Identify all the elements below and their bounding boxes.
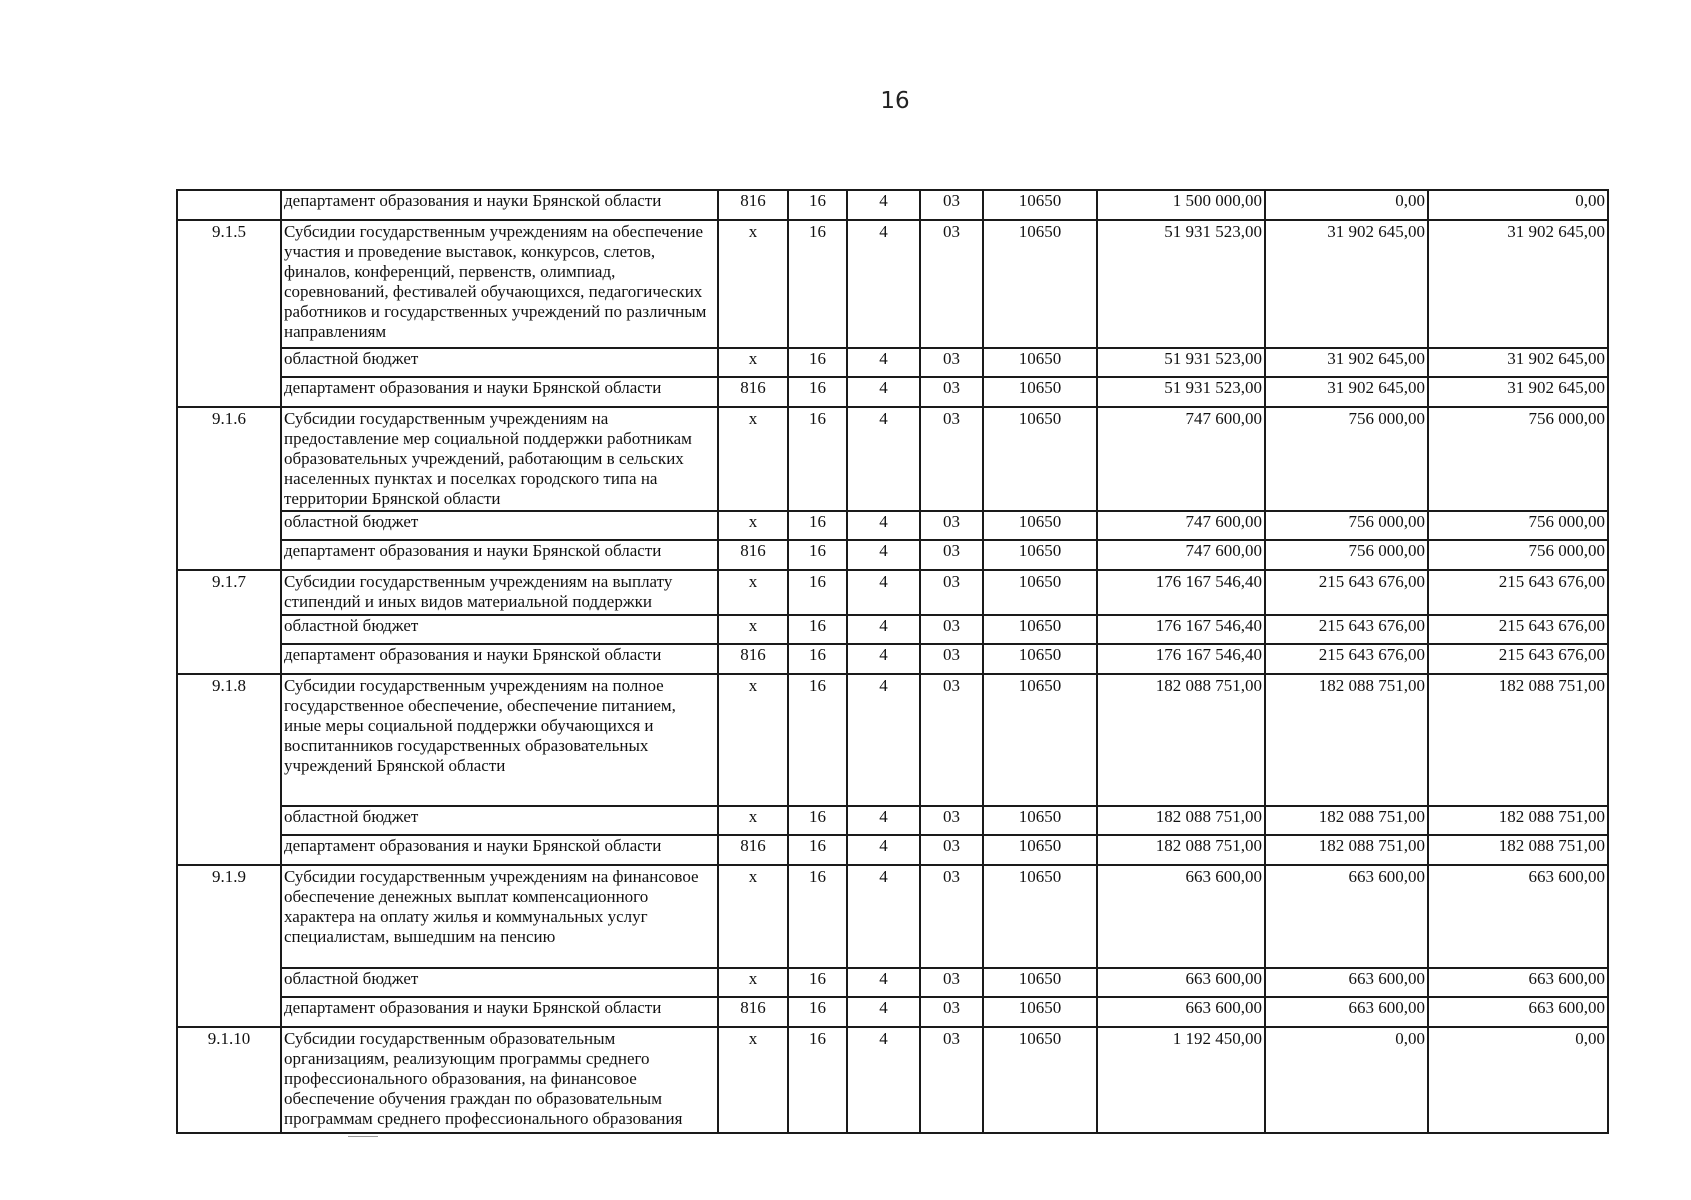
amount-cell-1: 663 600,00 [1097,865,1265,968]
code-cell-2: 16 [788,511,847,540]
code-cell-5: 10650 [983,348,1097,377]
table-row-sub [177,835,1608,865]
code-cell-2: 16 [788,377,847,407]
code-cell-2: 16 [788,1027,847,1133]
table-row-item [177,407,1608,511]
row-name-cell: Субсидии государственным учреждениям на финансовое обеспечение денежных выплат компенсационного характера на оплату жилья и коммунальных услуг специалистам, вышедшим на пенсию [281,865,718,968]
amount-cell-3: 663 600,00 [1428,968,1608,997]
code-cell-1: 816 [718,540,788,570]
code-cell-2: 16 [788,540,847,570]
code-cell-2: 16 [788,835,847,865]
table-row-item [177,220,1608,348]
code-cell-1: х [718,570,788,615]
amount-cell-3: 756 000,00 [1428,540,1608,570]
amount-cell-2: 756 000,00 [1265,511,1428,540]
amount-cell-3: 663 600,00 [1428,865,1608,968]
amount-cell-2: 663 600,00 [1265,865,1428,968]
code-cell-4: 03 [920,615,983,644]
row-number-cell: 9.1.8 [177,674,281,865]
code-cell-1: х [718,407,788,511]
amount-cell-3: 0,00 [1428,1027,1608,1133]
code-cell-3: 4 [847,220,920,348]
code-cell-1: х [718,615,788,644]
amount-cell-1: 1 500 000,00 [1097,190,1265,220]
row-number-cell: 9.1.6 [177,407,281,570]
code-cell-5: 10650 [983,407,1097,511]
code-cell-2: 16 [788,220,847,348]
amount-cell-2: 756 000,00 [1265,407,1428,511]
row-number-cell: 9.1.7 [177,570,281,674]
amount-cell-2: 756 000,00 [1265,540,1428,570]
code-cell-4: 03 [920,570,983,615]
amount-cell-1: 51 931 523,00 [1097,348,1265,377]
code-cell-5: 10650 [983,570,1097,615]
code-cell-4: 03 [920,865,983,968]
amount-cell-1: 747 600,00 [1097,511,1265,540]
code-cell-3: 4 [847,997,920,1027]
table-body [177,190,1608,1133]
code-cell-3: 4 [847,644,920,674]
code-cell-1: х [718,348,788,377]
code-cell-4: 03 [920,511,983,540]
table-row-sub [177,615,1608,644]
amount-cell-3: 182 088 751,00 [1428,806,1608,835]
row-name-cell: Субсидии государственным учреждениям на обеспечение участия и проведение выставок, конкурсов, слетов, финалов, конференций, первенств, олимпиад, соревнований, фестивалей обучающихся, педагогических работников и государственных учреждений по различным направлениям [281,220,718,348]
amount-cell-3: 182 088 751,00 [1428,835,1608,865]
code-cell-5: 10650 [983,377,1097,407]
table-row-sub [177,540,1608,570]
code-cell-5: 10650 [983,997,1097,1027]
row-name-cell: областной бюджет [281,968,718,997]
row-name-cell: департамент образования и науки Брянской области [281,997,718,1027]
table-row-sub [177,997,1608,1027]
code-cell-4: 03 [920,644,983,674]
code-cell-1: х [718,806,788,835]
code-cell-4: 03 [920,997,983,1027]
code-cell-3: 4 [847,615,920,644]
amount-cell-2: 215 643 676,00 [1265,644,1428,674]
code-cell-1: х [718,220,788,348]
amount-cell-3: 756 000,00 [1428,511,1608,540]
table-row-sub [177,348,1608,377]
code-cell-5: 10650 [983,835,1097,865]
code-cell-3: 4 [847,806,920,835]
amount-cell-2: 0,00 [1265,190,1428,220]
code-cell-3: 4 [847,377,920,407]
code-cell-5: 10650 [983,674,1097,806]
amount-cell-3: 215 643 676,00 [1428,615,1608,644]
code-cell-5: 10650 [983,220,1097,348]
code-cell-3: 4 [847,540,920,570]
code-cell-1: х [718,1027,788,1133]
scan-mark [348,1136,378,1137]
table-row-item [177,570,1608,615]
row-name-cell: Субсидии государственным образовательным организациям, реализующим программы среднего профессионального образования, на финансовое обеспечение обучения граждан по образовательным программам среднего профессионального образования [281,1027,718,1133]
code-cell-3: 4 [847,190,920,220]
amount-cell-1: 176 167 546,40 [1097,570,1265,615]
amount-cell-3: 182 088 751,00 [1428,674,1608,806]
code-cell-5: 10650 [983,511,1097,540]
table-row-sub [177,377,1608,407]
code-cell-2: 16 [788,997,847,1027]
table-row-sub [177,190,1608,220]
amount-cell-2: 31 902 645,00 [1265,220,1428,348]
code-cell-4: 03 [920,190,983,220]
amount-cell-2: 182 088 751,00 [1265,835,1428,865]
code-cell-2: 16 [788,865,847,968]
code-cell-3: 4 [847,968,920,997]
amount-cell-1: 663 600,00 [1097,968,1265,997]
code-cell-4: 03 [920,835,983,865]
code-cell-4: 03 [920,540,983,570]
amount-cell-2: 215 643 676,00 [1265,570,1428,615]
amount-cell-3: 756 000,00 [1428,407,1608,511]
code-cell-1: х [718,968,788,997]
code-cell-4: 03 [920,968,983,997]
row-name-cell: областной бюджет [281,511,718,540]
code-cell-2: 16 [788,806,847,835]
row-name-cell: департамент образования и науки Брянской области [281,644,718,674]
amount-cell-3: 663 600,00 [1428,997,1608,1027]
amount-cell-1: 176 167 546,40 [1097,615,1265,644]
code-cell-3: 4 [847,570,920,615]
code-cell-3: 4 [847,511,920,540]
table-row-sub [177,511,1608,540]
amount-cell-1: 51 931 523,00 [1097,220,1265,348]
code-cell-1: х [718,511,788,540]
amount-cell-2: 663 600,00 [1265,997,1428,1027]
code-cell-5: 10650 [983,190,1097,220]
amount-cell-3: 215 643 676,00 [1428,570,1608,615]
code-cell-2: 16 [788,968,847,997]
code-cell-3: 4 [847,865,920,968]
code-cell-5: 10650 [983,865,1097,968]
code-cell-4: 03 [920,674,983,806]
amount-cell-3: 0,00 [1428,190,1608,220]
amount-cell-3: 31 902 645,00 [1428,348,1608,377]
code-cell-3: 4 [847,674,920,806]
code-cell-2: 16 [788,615,847,644]
budget-table [176,189,1609,1134]
table-row-sub [177,644,1608,674]
code-cell-5: 10650 [983,806,1097,835]
table-row-item [177,674,1608,806]
amount-cell-1: 182 088 751,00 [1097,674,1265,806]
amount-cell-2: 182 088 751,00 [1265,674,1428,806]
amount-cell-3: 31 902 645,00 [1428,220,1608,348]
code-cell-2: 16 [788,674,847,806]
row-name-cell: Субсидии государственным учреждениям на предоставление мер социальной поддержки работникам образовательных учреждений, работающим в сельских населенных пунктах и поселках городского типа на территории Брянской области [281,407,718,511]
row-name-cell: департамент образования и науки Брянской области [281,835,718,865]
code-cell-3: 4 [847,835,920,865]
amount-cell-1: 1 192 450,00 [1097,1027,1265,1133]
row-name-cell: Субсидии государственным учреждениям на выплату стипендий и иных видов материальной поддержки [281,570,718,615]
code-cell-3: 4 [847,1027,920,1133]
code-cell-4: 03 [920,1027,983,1133]
table-row-item [177,865,1608,968]
amount-cell-3: 31 902 645,00 [1428,377,1608,407]
row-number-cell: 9.1.10 [177,1027,281,1133]
amount-cell-2: 31 902 645,00 [1265,377,1428,407]
table-row-item [177,1027,1608,1133]
code-cell-5: 10650 [983,540,1097,570]
code-cell-5: 10650 [983,644,1097,674]
code-cell-2: 16 [788,190,847,220]
code-cell-2: 16 [788,644,847,674]
table-row-sub [177,968,1608,997]
code-cell-1: 816 [718,190,788,220]
code-cell-2: 16 [788,348,847,377]
row-number-cell: 9.1.5 [177,220,281,407]
code-cell-4: 03 [920,407,983,511]
code-cell-5: 10650 [983,1027,1097,1133]
code-cell-1: х [718,674,788,806]
row-name-cell: областной бюджет [281,348,718,377]
amount-cell-2: 31 902 645,00 [1265,348,1428,377]
amount-cell-1: 663 600,00 [1097,997,1265,1027]
amount-cell-1: 747 600,00 [1097,407,1265,511]
row-number-cell: 9.1.9 [177,865,281,1027]
code-cell-3: 4 [847,348,920,377]
amount-cell-2: 215 643 676,00 [1265,615,1428,644]
code-cell-2: 16 [788,570,847,615]
code-cell-1: 816 [718,644,788,674]
code-cell-4: 03 [920,377,983,407]
code-cell-2: 16 [788,407,847,511]
amount-cell-1: 182 088 751,00 [1097,806,1265,835]
code-cell-5: 10650 [983,615,1097,644]
row-name-cell: департамент образования и науки Брянской области [281,540,718,570]
page-number: 16 [880,88,910,114]
code-cell-5: 10650 [983,968,1097,997]
amount-cell-1: 51 931 523,00 [1097,377,1265,407]
amount-cell-2: 0,00 [1265,1027,1428,1133]
amount-cell-1: 176 167 546,40 [1097,644,1265,674]
code-cell-1: 816 [718,835,788,865]
row-name-cell: областной бюджет [281,806,718,835]
row-name-cell: департамент образования и науки Брянской области [281,190,718,220]
row-name-cell: Субсидии государственным учреждениям на полное государственное обеспечение, обеспечение питанием, иные меры социальной поддержки обучающихся и воспитанников государственных образовательных учреждений Брянской области [281,674,718,806]
code-cell-1: х [718,865,788,968]
amount-cell-2: 182 088 751,00 [1265,806,1428,835]
row-name-cell: областной бюджет [281,615,718,644]
table-row-sub [177,806,1608,835]
amount-cell-1: 747 600,00 [1097,540,1265,570]
code-cell-4: 03 [920,806,983,835]
amount-cell-1: 182 088 751,00 [1097,835,1265,865]
row-number-cell [177,190,281,220]
amount-cell-2: 663 600,00 [1265,968,1428,997]
amount-cell-3: 215 643 676,00 [1428,644,1608,674]
row-name-cell: департамент образования и науки Брянской области [281,377,718,407]
code-cell-3: 4 [847,407,920,511]
code-cell-4: 03 [920,220,983,348]
code-cell-1: 816 [718,997,788,1027]
code-cell-1: 816 [718,377,788,407]
code-cell-4: 03 [920,348,983,377]
